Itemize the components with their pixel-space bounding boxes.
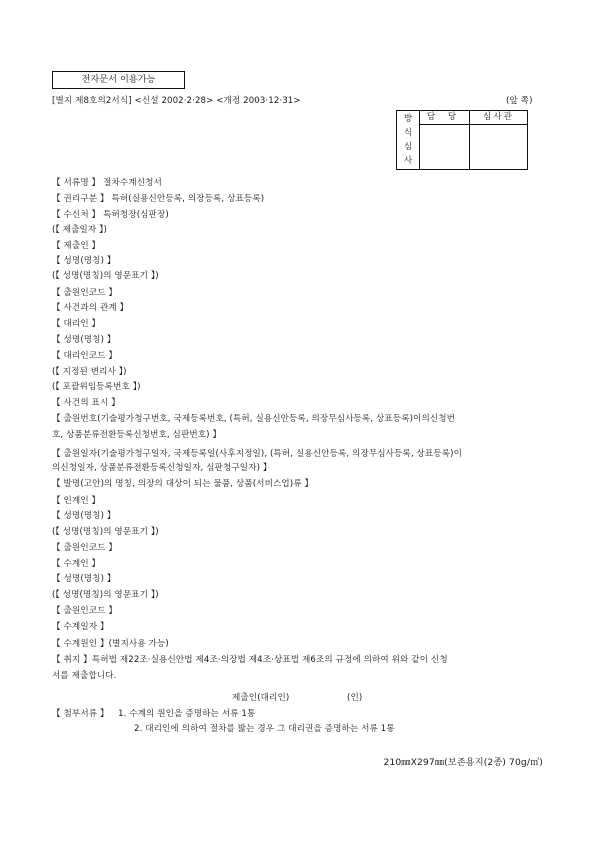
form-line: 【 사건의 표시 】 bbox=[52, 398, 120, 408]
form-line: 【 대리인 】 bbox=[52, 319, 101, 329]
signature-label: 제출인(대리인) bbox=[232, 693, 290, 703]
review-box-charge-header: 담 당 bbox=[426, 112, 462, 122]
form-line: 【 성명(명칭) 】 bbox=[52, 511, 116, 521]
form-line: 【 발명(고안)의 명칭, 의장의 대상이 되는 물품, 상품(서비스업)류 】 bbox=[52, 479, 314, 489]
electronic-document-badge: 전자문서 이용가능 bbox=[52, 71, 185, 89]
form-line: (【 성명(명칭)의 영문표기 】) bbox=[52, 527, 159, 537]
form-line: 【 성명(명칭) 】 bbox=[52, 574, 116, 584]
form-line: 【 출원인코드 】 bbox=[52, 543, 118, 553]
form-line: 【 서류명 】 절차수계신청서 bbox=[52, 178, 162, 188]
form-line: 【 성명(명칭) 】 bbox=[52, 335, 116, 345]
form-line: (【 성명(명칭)의 영문표기 】) bbox=[52, 271, 159, 281]
form-line: (【 제출일자 】) bbox=[52, 225, 107, 235]
review-box-vertical-label: 방 식 심 사 bbox=[403, 114, 413, 166]
form-line: 【 수계일자 】 bbox=[52, 622, 109, 632]
form-line: 서를 제출합니다. bbox=[52, 671, 117, 681]
form-line: 【 수계인 】 bbox=[52, 559, 101, 569]
form-line: (【 성명(명칭)의 영문표기 】) bbox=[52, 590, 159, 600]
form-line: 호, 상품분류전환등록신청번호, 심판번호) 】 bbox=[52, 430, 222, 440]
form-line: 【 출원인코드 】 bbox=[52, 606, 118, 616]
page-side-label: (앞 쪽) bbox=[506, 96, 533, 106]
form-line: 【 수신처 】 특허청장(심판장) bbox=[52, 210, 169, 220]
form-line: 【 출원인코드 】 bbox=[52, 288, 118, 298]
form-line: (【 포괄위임등록번호 】) bbox=[52, 382, 141, 392]
form-line: 【 성명(명칭) 】 bbox=[52, 256, 116, 266]
form-header: [별지 제8호의2서식] <신설 2002·2·28> <개정 2003·12·31> bbox=[52, 96, 301, 106]
review-stamp-box bbox=[396, 110, 528, 170]
form-line: 【 인계인 】 bbox=[52, 496, 101, 506]
form-line: 【 대리인코드 】 bbox=[52, 351, 118, 361]
form-line: 【 권리구분 】 특허(실용신안등록, 의장등록, 상표등록) bbox=[52, 194, 265, 204]
form-line: (【 지정된 변리사 】) bbox=[52, 367, 127, 377]
attachments-label: 【 첨부서류 】 bbox=[52, 709, 109, 719]
attachment-item-2: 2. 대리인에 의하여 절차를 밟는 경우 그 대리권을 증명하는 서류 1통 bbox=[134, 724, 395, 734]
form-line: 【 제출인 】 bbox=[52, 241, 101, 251]
attachment-item-1: 1. 수계의 원인을 증명하는 서류 1통 bbox=[118, 709, 256, 719]
form-line: 【 수계원인 】(별지사용 가능) bbox=[52, 639, 169, 649]
signature-seal: (인) bbox=[347, 693, 363, 703]
form-line: 【 사건과의 관계 】 bbox=[52, 303, 129, 313]
form-line: 【 취지 】특허법 제22조·실용신안법 제4조·의장법 제4조·상표법 제6조의 규정에 의하여 위와 같이 신청 bbox=[52, 655, 448, 665]
form-line: 의신청일자, 상품분류전환등록신청일자, 심판청구일자) 】 bbox=[52, 463, 272, 473]
paper-spec: 210㎜X297㎜(보존용지(2종) 70g/㎡) bbox=[383, 757, 543, 768]
form-line: 【 출원일자(기술평가청구일자, 국제등록일(사후지정일), (특허, 실용신안등록, 의장무심사등록, 상표등록)이 bbox=[52, 449, 462, 459]
form-line: 【 출원번호(기술평가청구번호, 국제등록번호, (특허, 실용신안등록, 의장무심사등록, 상표등록)이의신청번 bbox=[52, 414, 456, 424]
review-box-examiner-header: 심사관 bbox=[483, 112, 514, 122]
